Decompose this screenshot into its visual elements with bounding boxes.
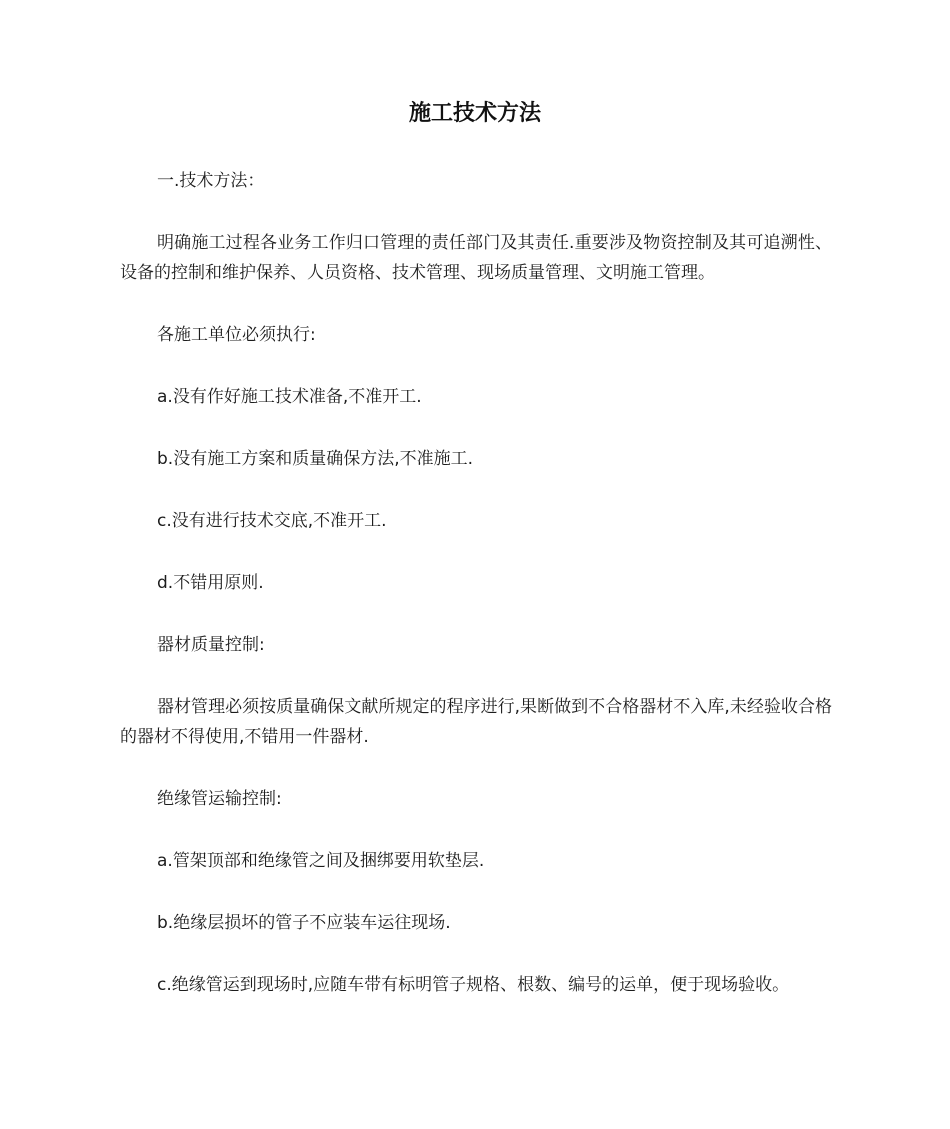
- list-item-c-briefing: c.没有进行技术交底,不准开工.: [157, 511, 387, 531]
- list-item-c-waybill: c.绝缘管运到现场时,应随车带有标明管子规格、根数、编号的运单，便于现场验收。: [157, 975, 790, 995]
- list-item-a-preparation: a.没有作好施工技术准备,不准开工.: [157, 387, 422, 407]
- document-title: 施工技术方法: [408, 101, 541, 126]
- list-item-a-padding: a.管架顶部和绝缘管之间及捆绑要用软垫层.: [157, 851, 485, 871]
- list-item-b-plan: b.没有施工方案和质量确保方法,不准施工.: [157, 449, 474, 469]
- list-item-b-damaged-pipes: b.绝缘层损坏的管子不应装车运往现场.: [157, 913, 451, 933]
- section-heading-technical-method: 一.技术方法：: [157, 171, 265, 191]
- subheading-pipe-transport: 绝缘管运输控制:: [157, 789, 282, 809]
- body-paragraph-material-management: 器材管理必须按质量确保文献所规定的程序进行,果断做到不合格器材不入库,未经验收合格的器材不得使用,不错用一件器材.: [120, 697, 832, 747]
- subheading-must-execute: 各施工单位必须执行:: [157, 325, 316, 345]
- body-paragraph-responsibility: 明确施工过程各业务工作归口管理的责任部门及其责任.重要涉及物资控制及其可追溯性、设备的控制和维护保养、人员资格、技术管理、现场质量管理、文明施工管理。: [120, 233, 832, 283]
- subheading-material-quality: 器材质量控制:: [157, 635, 265, 655]
- document-body: [120, 166, 832, 1032]
- list-item-d-principle: d.不错用原则.: [157, 573, 264, 593]
